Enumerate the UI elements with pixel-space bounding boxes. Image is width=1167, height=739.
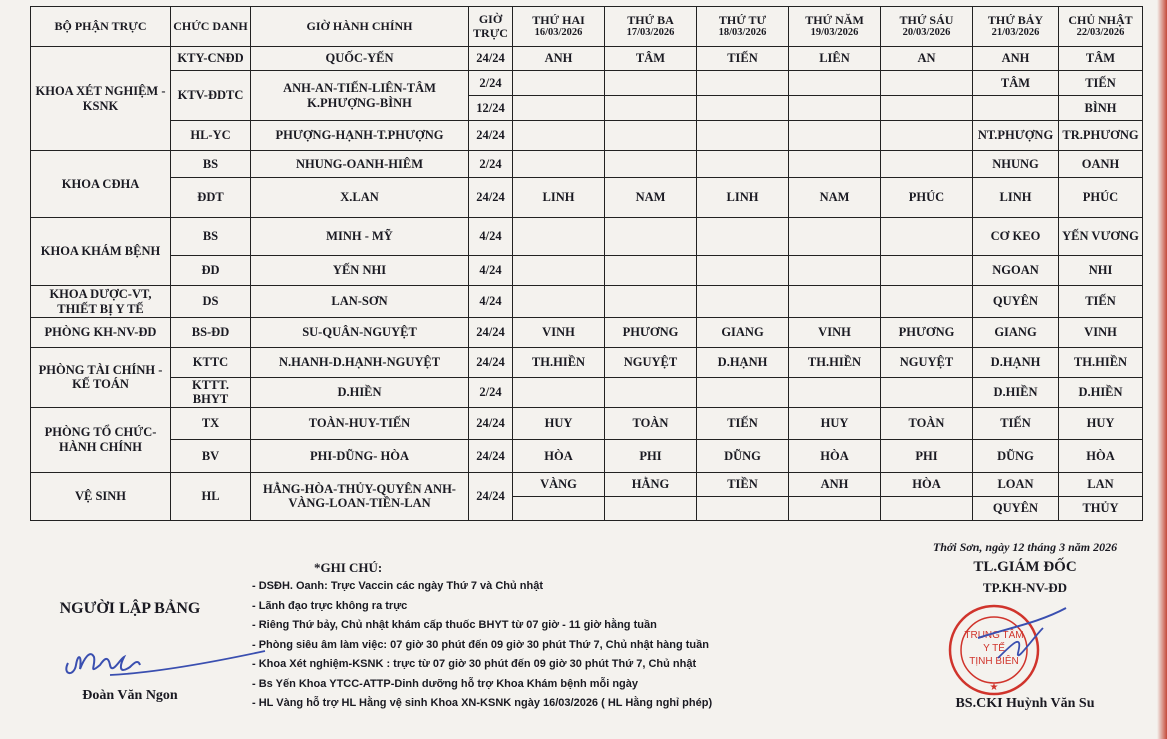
role-cell: KTY-CNĐD xyxy=(171,47,251,71)
staff-cell: YẾN NHI xyxy=(251,256,469,286)
duty-cell xyxy=(789,71,881,96)
duty-cell: DŨNG xyxy=(697,439,789,472)
duty-cell: HÒA xyxy=(881,472,973,496)
duty-cell: TÂM xyxy=(605,47,697,71)
hours-cell: 24/24 xyxy=(469,178,513,218)
hours-cell: 2/24 xyxy=(469,71,513,96)
table-row xyxy=(31,407,1143,439)
duty-cell: LINH xyxy=(697,178,789,218)
header-tuesday: THỨ BA 17/03/2026 xyxy=(605,7,697,47)
duty-cell: LOAN xyxy=(973,472,1059,496)
dept-cell: PHÒNG TÀI CHÍNH -KẾ TOÁN xyxy=(31,348,171,408)
duty-cell xyxy=(513,496,605,520)
duty-cell xyxy=(789,121,881,151)
hours-cell: 24/24 xyxy=(469,439,513,472)
duty-cell: GIANG xyxy=(973,318,1059,348)
dept-cell: KHOA CĐHA xyxy=(31,151,171,218)
duty-cell xyxy=(789,151,881,178)
duty-cell: ANH xyxy=(973,47,1059,71)
duty-cell: THỦY xyxy=(1059,496,1143,520)
header-monday: THỨ HAI 16/03/2026 xyxy=(513,7,605,47)
duty-cell: BÌNH xyxy=(1059,96,1143,121)
dept-cell: KHOA KHÁM BỆNH xyxy=(31,218,171,286)
note-line: - Riêng Thứ bảy, Chủ nhật khám cấp thuốc BHYT từ 07 giờ - 11 giờ hằng tuần xyxy=(252,619,657,631)
duty-cell: LINH xyxy=(973,178,1059,218)
staff-cell: PHƯỢNG-HẠNH-T.PHƯỢNG xyxy=(251,121,469,151)
role-cell: DS xyxy=(171,286,251,318)
role-cell: BS xyxy=(171,218,251,256)
duty-cell xyxy=(881,71,973,96)
duty-cell xyxy=(697,378,789,408)
duty-cell: HÒA xyxy=(789,439,881,472)
duty-cell: TÂM xyxy=(1059,47,1143,71)
staff-cell: LAN-SƠN xyxy=(251,286,469,318)
duty-cell xyxy=(513,218,605,256)
duty-cell xyxy=(881,96,973,121)
duty-cell: VÀNG xyxy=(513,472,605,496)
duty-cell: DŨNG xyxy=(973,439,1059,472)
duty-cell xyxy=(513,256,605,286)
duty-cell: NGUYỆT xyxy=(881,348,973,378)
header-thursday: THỨ NĂM 19/03/2026 xyxy=(789,7,881,47)
duty-cell xyxy=(605,218,697,256)
duty-cell: NAM xyxy=(605,178,697,218)
duty-cell: TIẾN xyxy=(973,407,1059,439)
duty-cell: VINH xyxy=(1059,318,1143,348)
staff-cell: ANH-AN-TIẾN-LIÊN-TÂM K.PHƯỢNG-BÌNH xyxy=(251,71,469,121)
dept-cell: KHOA XÉT NGHIỆM -KSNK xyxy=(31,47,171,151)
header-saturday: THỨ BẢY 21/03/2026 xyxy=(973,7,1059,47)
table-row xyxy=(31,178,1143,218)
hours-cell: 24/24 xyxy=(469,318,513,348)
staff-cell: PHI-DŨNG- HÒA xyxy=(251,439,469,472)
role-cell: HL xyxy=(171,472,251,520)
role-cell: BS-ĐD xyxy=(171,318,251,348)
role-cell: BV xyxy=(171,439,251,472)
role-cell: BS xyxy=(171,151,251,178)
duty-cell xyxy=(513,71,605,96)
duty-roster-table xyxy=(30,6,1143,521)
table-row xyxy=(31,256,1143,286)
table-row xyxy=(31,439,1143,472)
duty-cell xyxy=(513,286,605,318)
dept-cell: PHÒNG KH-NV-ĐD xyxy=(31,318,171,348)
duty-cell xyxy=(881,378,973,408)
duty-cell xyxy=(697,71,789,96)
table-row xyxy=(31,286,1143,318)
header-sunday: CHỦ NHẬT 22/03/2026 xyxy=(1059,7,1143,47)
duty-cell: D.HẠNH xyxy=(697,348,789,378)
duty-cell: TIẾN xyxy=(697,407,789,439)
role-cell: ĐD xyxy=(171,256,251,286)
preparer-signature xyxy=(60,635,270,690)
table-row xyxy=(31,348,1143,378)
duty-cell: PHƯƠNG xyxy=(605,318,697,348)
duty-cell: OANH xyxy=(1059,151,1143,178)
duty-cell: NGUYỆT xyxy=(605,348,697,378)
duty-cell: HẰNG xyxy=(605,472,697,496)
table-row xyxy=(31,151,1143,178)
duty-cell xyxy=(605,121,697,151)
duty-cell xyxy=(789,286,881,318)
duty-cell: PHÚC xyxy=(1059,178,1143,218)
duty-cell xyxy=(881,151,973,178)
duty-cell: D.HẠNH xyxy=(973,348,1059,378)
duty-cell: HUY xyxy=(513,407,605,439)
dept-cell: KHOA DƯỢC-VT, THIẾT BỊ Y TẾ xyxy=(31,286,171,318)
duty-cell: NHUNG xyxy=(973,151,1059,178)
duty-cell xyxy=(605,151,697,178)
duty-cell: TIẾN xyxy=(697,47,789,71)
table-row xyxy=(31,472,1143,496)
duty-cell: TIỀN xyxy=(697,472,789,496)
staff-cell: MINH - MỸ xyxy=(251,218,469,256)
hours-cell: 24/24 xyxy=(469,407,513,439)
duty-cell xyxy=(789,96,881,121)
hours-cell: 4/24 xyxy=(469,286,513,318)
staff-cell: D.HIỀN xyxy=(251,378,469,408)
hours-cell: 24/24 xyxy=(469,47,513,71)
duty-cell: LAN xyxy=(1059,472,1143,496)
duty-cell: TH.HIỀN xyxy=(1059,348,1143,378)
duty-cell xyxy=(697,96,789,121)
table-row xyxy=(31,121,1143,151)
duty-cell: D.HIỀN xyxy=(973,378,1059,408)
duty-cell xyxy=(513,378,605,408)
duty-cell: PHI xyxy=(881,439,973,472)
duty-cell: ANH xyxy=(513,47,605,71)
staff-cell: NHUNG-OANH-HIÊM xyxy=(251,151,469,178)
duty-cell: HÒA xyxy=(513,439,605,472)
duty-cell xyxy=(881,218,973,256)
hours-cell: 4/24 xyxy=(469,256,513,286)
header-duty-hours: GIỜ TRỰC xyxy=(469,7,513,47)
role-cell: TX xyxy=(171,407,251,439)
header-wednesday: THỨ TƯ 18/03/2026 xyxy=(697,7,789,47)
header-role: CHỨC DANH xyxy=(171,7,251,47)
duty-cell xyxy=(881,256,973,286)
role-cell: KTV-ĐDTC xyxy=(171,71,251,121)
duty-cell xyxy=(789,218,881,256)
header-dept: BỘ PHẬN TRỰC xyxy=(31,7,171,47)
staff-cell: QUỐC-YẾN xyxy=(251,47,469,71)
hours-cell: 24/24 xyxy=(469,121,513,151)
duty-cell: ANH xyxy=(789,472,881,496)
table-row xyxy=(31,218,1143,256)
duty-cell: NHI xyxy=(1059,256,1143,286)
preparer-name: Đoàn Văn Ngon xyxy=(82,688,178,703)
approver-title: TL.GIÁM ĐỐC xyxy=(973,559,1077,575)
hours-cell: 12/24 xyxy=(469,96,513,121)
stamp-text-line: Y TẾ xyxy=(983,643,1005,654)
note-line: - Khoa Xét nghiệm-KSNK : trực từ 07 giờ 30 phút đến 09 giờ 30 phút Thứ 7, Chủ nhật xyxy=(252,658,697,670)
header-office-hours: GIỜ HÀNH CHÍNH xyxy=(251,7,469,47)
page-edge xyxy=(1157,0,1167,739)
dept-cell: PHÒNG TỔ CHỨC-HÀNH CHÍNH xyxy=(31,407,171,472)
role-cell: ĐDT xyxy=(171,178,251,218)
duty-cell xyxy=(513,121,605,151)
duty-cell xyxy=(697,256,789,286)
duty-cell xyxy=(697,286,789,318)
stamp-text-line: TRUNG TÂM xyxy=(964,630,1024,641)
duty-cell: LINH xyxy=(513,178,605,218)
duty-cell: NGOAN xyxy=(973,256,1059,286)
duty-cell: QUYÊN xyxy=(973,496,1059,520)
duty-cell xyxy=(697,121,789,151)
duty-cell xyxy=(881,286,973,318)
approver-subtitle: TP.KH-NV-ĐD xyxy=(982,580,1068,595)
role-cell: KTTT. BHYT xyxy=(171,378,251,408)
duty-cell: TH.HIỀN xyxy=(513,348,605,378)
duty-cell xyxy=(605,96,697,121)
duty-cell: NT.PHƯỢNG xyxy=(973,121,1059,151)
duty-cell xyxy=(513,96,605,121)
duty-cell xyxy=(697,496,789,520)
table-row xyxy=(31,71,1143,96)
hours-cell: 2/24 xyxy=(469,378,513,408)
duty-cell xyxy=(605,256,697,286)
duty-cell xyxy=(789,256,881,286)
duty-cell: TIẾN xyxy=(1059,71,1143,96)
duty-cell: NAM xyxy=(789,178,881,218)
duty-cell: VINH xyxy=(789,318,881,348)
dept-cell: VỆ SINH xyxy=(31,472,171,520)
duty-cell: LIÊN xyxy=(789,47,881,71)
official-stamp xyxy=(938,598,1068,698)
duty-cell: TR.PHƯƠNG xyxy=(1059,121,1143,151)
approval-date: Thới Sơn, ngày 12 tháng 3 năm 2026 xyxy=(932,540,1118,554)
duty-cell xyxy=(973,96,1059,121)
duty-cell: AN xyxy=(881,47,973,71)
hours-cell: 4/24 xyxy=(469,218,513,256)
table-row xyxy=(31,318,1143,348)
duty-cell xyxy=(605,286,697,318)
role-cell: KTTC xyxy=(171,348,251,378)
duty-cell: HUY xyxy=(1059,407,1143,439)
notes-title: *GHI CHÚ: xyxy=(314,560,383,575)
duty-cell xyxy=(605,378,697,408)
duty-cell: TIẾN xyxy=(1059,286,1143,318)
duty-cell: QUYÊN xyxy=(973,286,1059,318)
approver-name: BS.CKI Huỳnh Văn Su xyxy=(955,696,1095,711)
duty-cell xyxy=(789,378,881,408)
duty-cell: VINH xyxy=(513,318,605,348)
duty-cell: TH.HIỀN xyxy=(789,348,881,378)
header-row xyxy=(31,7,1143,47)
note-line: - HL Vàng hỗ trợ HL Hằng vệ sinh Khoa XN-KSNK ngày 16/03/2026 ( HL Hằng nghỉ phép) xyxy=(252,697,713,709)
table-row xyxy=(31,47,1143,71)
duty-cell: YẾN VƯƠNG xyxy=(1059,218,1143,256)
header-friday: THỨ SÁU 20/03/2026 xyxy=(881,7,973,47)
stamp-text-line: TỊNH BIÊN xyxy=(969,656,1019,667)
staff-cell: HẰNG-HÒA-THỦY-QUYÊN ANH-VÀNG-LOAN-TIỀN-LAN xyxy=(251,472,469,520)
duty-cell: TOÀN xyxy=(605,407,697,439)
hours-cell: 24/24 xyxy=(469,348,513,378)
duty-cell xyxy=(513,151,605,178)
duty-cell xyxy=(605,71,697,96)
note-line: - Bs Yến Khoa YTCC-ATTP-Dinh dưỡng hỗ trợ Khoa Khám bệnh mỗi ngày xyxy=(252,677,638,690)
star-icon: ★ xyxy=(989,682,999,693)
duty-cell: TOÀN xyxy=(881,407,973,439)
staff-cell: SU-QUÂN-NGUYỆT xyxy=(251,318,469,348)
duty-cell xyxy=(697,218,789,256)
duty-cell: D.HIỀN xyxy=(1059,378,1143,408)
duty-cell xyxy=(605,496,697,520)
hours-cell: 24/24 xyxy=(469,472,513,520)
duty-cell: PHƯƠNG xyxy=(881,318,973,348)
duty-cell: CƠ KEO xyxy=(973,218,1059,256)
hours-cell: 2/24 xyxy=(469,151,513,178)
duty-cell: TÂM xyxy=(973,71,1059,96)
staff-cell: X.LAN xyxy=(251,178,469,218)
staff-cell: TOÀN-HUY-TIẾN xyxy=(251,407,469,439)
duty-cell xyxy=(697,151,789,178)
duty-cell: GIANG xyxy=(697,318,789,348)
duty-cell xyxy=(789,496,881,520)
duty-cell xyxy=(881,496,973,520)
duty-cell: HUY xyxy=(789,407,881,439)
note-line: - Phòng siêu âm làm việc: 07 giờ 30 phút đến 09 giờ 30 phút Thứ 7, Chủ nhật hàng tuần xyxy=(252,638,709,651)
duty-cell: HÒA xyxy=(1059,439,1143,472)
role-cell: HL-YC xyxy=(171,121,251,151)
duty-cell: PHÚC xyxy=(881,178,973,218)
preparer-title: NGƯỜI LẬP BẢNG xyxy=(59,600,201,617)
note-line: - Lãnh đạo trực không ra trực xyxy=(252,599,408,612)
duty-cell: PHI xyxy=(605,439,697,472)
notes-section xyxy=(252,560,712,717)
staff-cell: N.HANH-D.HẠNH-NGUYỆT xyxy=(251,348,469,378)
table-row xyxy=(31,378,1143,408)
note-line: - DSĐH. Oanh: Trực Vaccin các ngày Thứ 7 và Chủ nhật xyxy=(252,580,544,592)
duty-cell xyxy=(881,121,973,151)
